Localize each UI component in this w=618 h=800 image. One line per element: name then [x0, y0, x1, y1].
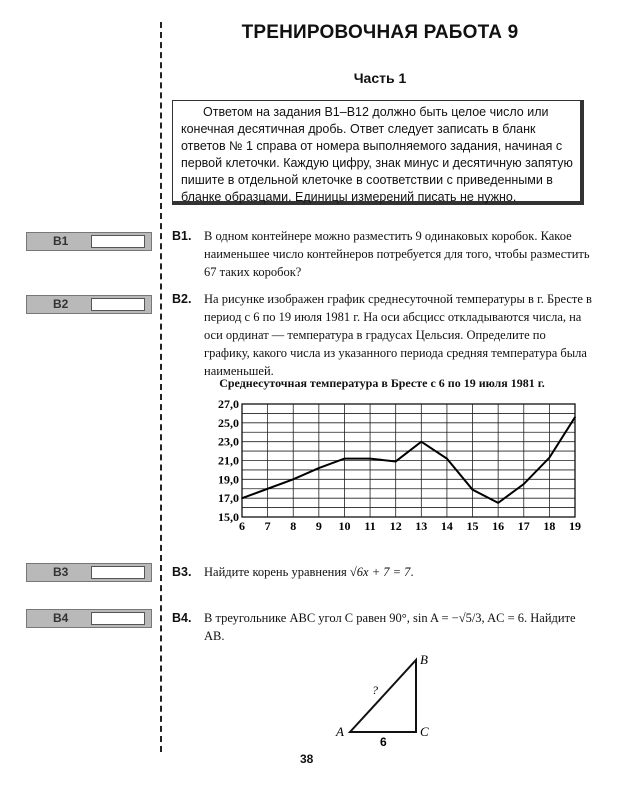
answer-field-b1[interactable]: [26, 232, 152, 251]
answer-field-b3[interactable]: [26, 563, 152, 582]
y-tick-label: 27,0: [218, 397, 239, 411]
x-tick-label: 16: [492, 519, 505, 533]
task-b3-number: В3.: [172, 565, 192, 579]
data-point: [395, 461, 397, 463]
x-tick-label: 15: [466, 519, 479, 533]
x-tick-label: 19: [569, 519, 581, 533]
vertex-b-label: B: [420, 652, 428, 667]
data-point: [549, 457, 551, 459]
answer-field-b4[interactable]: [26, 609, 152, 628]
data-point: [446, 458, 448, 460]
y-tick-label: 19,0: [218, 472, 239, 487]
data-point: [497, 502, 499, 504]
temperature-series-line: [242, 417, 575, 503]
data-point: [523, 483, 525, 485]
answer-label-b4: В4: [53, 611, 69, 625]
task-b1-number: В1.: [172, 229, 192, 243]
data-point: [241, 497, 243, 499]
part-heading: Часть 1: [353, 70, 407, 86]
y-tick-label: 17,0: [218, 491, 239, 506]
answer-field-b2[interactable]: [26, 295, 152, 314]
data-point: [344, 458, 346, 460]
task-b4: [172, 609, 592, 645]
x-tick-label: 18: [543, 519, 556, 533]
task-b1: [172, 227, 592, 281]
y-tick-label: 21,0: [218, 453, 239, 468]
x-tick-label: 8: [290, 519, 297, 533]
x-tick-label: 17: [517, 519, 530, 533]
x-tick-label: 10: [338, 519, 351, 533]
vertex-a-label: A: [336, 724, 344, 739]
x-tick-label: 11: [364, 519, 376, 533]
answer-label-b2: В2: [53, 297, 69, 311]
data-point: [421, 441, 423, 443]
answer-label-b3: В3: [53, 565, 69, 579]
page-title: ТРЕНИРОВОЧНАЯ РАБОТА 9: [241, 22, 519, 43]
answer-input-b3[interactable]: [91, 566, 145, 579]
chart-title: Среднесуточная температура в Бресте с 6 по 19 июля 1981 г.: [219, 376, 545, 390]
answer-label-b1: В1: [53, 234, 69, 248]
task-b2: [172, 290, 592, 380]
task-b3-text: Найдите корень уравнения: [204, 565, 347, 579]
x-tick-label: 6: [239, 519, 245, 533]
page-number: 38: [300, 752, 314, 766]
x-tick-label: 7: [264, 519, 271, 533]
task-b4-number: В4.: [172, 611, 192, 625]
data-point: [292, 479, 294, 481]
data-point: [318, 467, 320, 469]
task-b4-text: В треугольнике ABC угол C равен 90°, sin A = −√5/3, AC = 6. Найдите AB.: [204, 611, 576, 643]
temperature-chart: [200, 392, 590, 537]
y-tick-label: 23,0: [218, 434, 239, 449]
task-b3-period: .: [410, 565, 414, 579]
data-point: [574, 416, 576, 418]
side-ac-label: 6: [380, 735, 387, 748]
x-tick-label: 9: [315, 519, 322, 533]
answer-input-b1[interactable]: [91, 235, 145, 248]
x-tick-label: 13: [415, 519, 428, 533]
answer-input-b4[interactable]: [91, 612, 145, 625]
x-tick-label: 14: [440, 519, 453, 533]
task-b2-text: На рисунке изображен график среднесуточной температуры в г. Бресте в период с 6 по 19 июля 1981 г. На оси абсцисс откладываются числа, на оси ординат — температура в градусах Цельсия. Определите по графику, какого числа из указанного периода средняя температура была наименьшей.: [204, 292, 592, 378]
task-b3: [172, 563, 592, 581]
y-tick-label: 25,0: [218, 415, 239, 430]
right-triangle-figure: [330, 648, 450, 748]
answer-input-b2[interactable]: [91, 298, 145, 311]
task-b1-text: В одном контейнере можно разместить 9 одинаковых коробок. Какое наименьшее число контейнеров потребуется для того, чтобы разместить 67 таких коробок?: [204, 229, 590, 279]
y-tick-label: 15,0: [218, 510, 239, 524]
task-b3-equation: √6x + 7 = 7: [349, 565, 411, 579]
side-ab-question-label: ?: [372, 683, 378, 697]
task-b2-number: В2.: [172, 292, 192, 306]
data-point: [267, 488, 269, 490]
triangle-shape: [350, 660, 416, 732]
data-point: [472, 489, 474, 491]
instructions-box: Ответом на задания В1–В12 должно быть целое число или конечная десятичная дробь. Ответ следует записать в бланк ответов № 1 справа от номера выполняемого задания, начиная с первой клеточки. Каждую цифру, знак минус и десятичную запятую пишите в отдельной клеточке в соответствии с приведенными в бланке образцами. Единицы измерений писать не нужно.: [172, 100, 584, 205]
x-tick-label: 12: [389, 519, 402, 533]
data-point: [369, 458, 371, 460]
vertex-c-label: C: [420, 724, 429, 739]
cut-line: [160, 22, 162, 752]
